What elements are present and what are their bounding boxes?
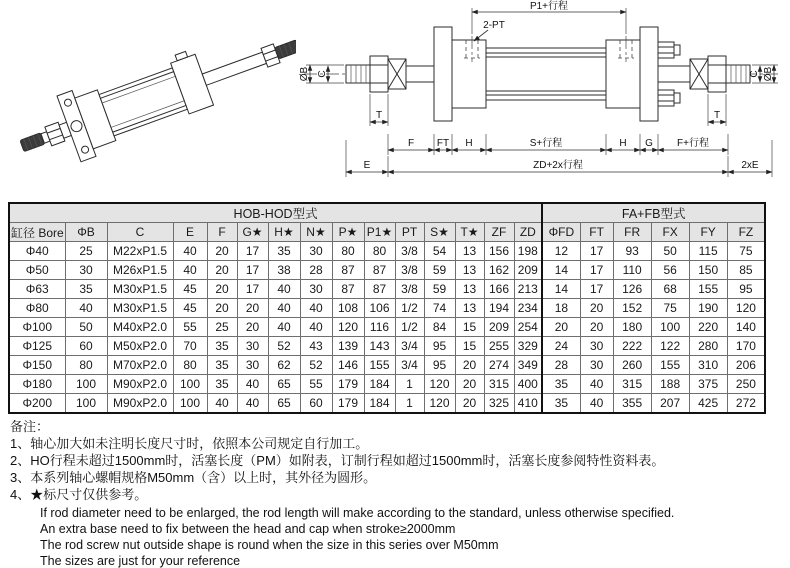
- value-cell: 85: [727, 261, 765, 280]
- tie-rod-stub-bottom: [674, 93, 680, 103]
- value-cell: M26xP1.5: [107, 261, 173, 280]
- value-cell: 255: [484, 337, 514, 356]
- value-cell: 190: [689, 299, 727, 318]
- value-cell: 35: [207, 337, 237, 356]
- bore-cell: Φ200: [9, 394, 65, 413]
- value-cell: 40: [268, 318, 300, 337]
- right-thread: [726, 65, 750, 83]
- col-header-f: F: [207, 223, 237, 242]
- dim-h-left: H: [465, 138, 473, 149]
- value-cell: 80: [173, 356, 207, 375]
- value-cell: 162: [484, 261, 514, 280]
- col-header-zd: ZD: [514, 223, 542, 242]
- value-cell: 272: [727, 394, 765, 413]
- value-cell: 110: [613, 261, 651, 280]
- value-cell: 310: [689, 356, 727, 375]
- group-header-hob-hod: HOB-HOD型式: [9, 203, 542, 223]
- value-cell: 87: [364, 261, 395, 280]
- value-cell: 60: [65, 337, 107, 356]
- table-row: [9, 375, 765, 394]
- value-cell: 143: [364, 337, 395, 356]
- col-header-g: G★: [237, 223, 268, 242]
- value-cell: 40: [237, 394, 268, 413]
- isometric-cylinder-drawing: [8, 4, 296, 196]
- col-header-ft: FT: [580, 223, 613, 242]
- value-cell: 184: [364, 375, 395, 394]
- value-cell: 100: [651, 318, 689, 337]
- tie-rod-nut-bottom: [658, 90, 674, 106]
- col-header-fr: FR: [613, 223, 651, 242]
- iso-rear-rod: [202, 52, 266, 85]
- value-cell: 100: [65, 394, 107, 413]
- value-cell: 13: [455, 242, 484, 261]
- value-cell: 14: [542, 280, 580, 299]
- value-cell: 40: [173, 242, 207, 261]
- col-header-fz: FZ: [727, 223, 765, 242]
- value-cell: M40xP2.0: [107, 318, 173, 337]
- value-cell: 30: [65, 261, 107, 280]
- value-cell: 184: [364, 394, 395, 413]
- spec-table: [8, 202, 766, 414]
- dim-f-stroke: F+行程: [677, 138, 709, 149]
- value-cell: 30: [580, 356, 613, 375]
- note-line-english: An extra base need to fix between the head and cap when stroke≥2000mm: [40, 522, 456, 536]
- value-cell: 20: [455, 394, 484, 413]
- value-cell: 38: [268, 261, 300, 280]
- value-cell: 120: [424, 394, 455, 413]
- value-cell: 166: [484, 280, 514, 299]
- value-cell: 152: [613, 299, 651, 318]
- note-line-chinese: 3、本系列轴心螺帽规格M50mm（含）以上时，其外径为圆形。: [10, 470, 377, 485]
- value-cell: 40: [580, 375, 613, 394]
- value-cell: 30: [300, 242, 332, 261]
- value-cell: 35: [207, 375, 237, 394]
- value-cell: 84: [424, 318, 455, 337]
- value-cell: 3/8: [395, 280, 424, 299]
- value-cell: 155: [651, 356, 689, 375]
- value-cell: 40: [237, 375, 268, 394]
- value-cell: 206: [727, 356, 765, 375]
- dim-2pt: 2-PT: [483, 20, 505, 31]
- value-cell: 20: [237, 299, 268, 318]
- col-header-p1: P1★: [364, 223, 395, 242]
- value-cell: 315: [484, 375, 514, 394]
- value-cell: 12: [542, 242, 580, 261]
- value-cell: 24: [542, 337, 580, 356]
- value-cell: 315: [613, 375, 651, 394]
- value-cell: 14: [542, 261, 580, 280]
- col-header-zf: ZF: [484, 223, 514, 242]
- value-cell: 17: [580, 261, 613, 280]
- value-cell: 40: [300, 299, 332, 318]
- value-cell: 30: [237, 356, 268, 375]
- col-header-h: H★: [268, 223, 300, 242]
- value-cell: 213: [514, 280, 542, 299]
- value-cell: 40: [268, 299, 300, 318]
- value-cell: 20: [207, 299, 237, 318]
- col-header-phib: ΦB: [65, 223, 107, 242]
- value-cell: 65: [268, 394, 300, 413]
- value-cell: 54: [424, 242, 455, 261]
- value-cell: 180: [613, 318, 651, 337]
- value-cell: 188: [651, 375, 689, 394]
- value-cell: 209: [484, 318, 514, 337]
- value-cell: 150: [689, 261, 727, 280]
- value-cell: 75: [651, 299, 689, 318]
- flange-fa: [434, 27, 452, 121]
- value-cell: 80: [65, 356, 107, 375]
- iso-rear-thread: [275, 40, 296, 59]
- value-cell: 108: [332, 299, 364, 318]
- value-cell: 425: [689, 394, 727, 413]
- value-cell: 59: [424, 280, 455, 299]
- value-cell: 87: [332, 280, 364, 299]
- value-cell: 28: [542, 356, 580, 375]
- notes-english: [40, 505, 784, 568]
- value-cell: M90xP2.0: [107, 394, 173, 413]
- value-cell: 20: [580, 318, 613, 337]
- dim-s-stroke: S+行程: [529, 138, 563, 149]
- col-header-bore: 缸径 Bore: [9, 223, 65, 242]
- note-line-english: The rod screw nut outside shape is round when the size in this series over M50mm: [40, 538, 499, 552]
- table-row: [9, 299, 765, 318]
- table-row: [9, 318, 765, 337]
- value-cell: 20: [580, 299, 613, 318]
- cylinder-tube: [486, 48, 606, 100]
- dim-h-right: H: [619, 138, 627, 149]
- value-cell: 20: [207, 261, 237, 280]
- value-cell: 56: [651, 261, 689, 280]
- value-cell: 95: [727, 280, 765, 299]
- dim-ft: FT: [436, 138, 450, 149]
- value-cell: 1: [395, 375, 424, 394]
- value-cell: 93: [613, 242, 651, 261]
- flange-fb: [640, 27, 658, 121]
- value-cell: 52: [268, 337, 300, 356]
- value-cell: 3/8: [395, 261, 424, 280]
- group-header-row: [9, 203, 765, 223]
- value-cell: 35: [65, 280, 107, 299]
- value-cell: 349: [514, 356, 542, 375]
- value-cell: 25: [65, 242, 107, 261]
- iso-cylinder-assembly: [10, 13, 296, 179]
- table-row: [9, 261, 765, 280]
- value-cell: 17: [237, 242, 268, 261]
- value-cell: 179: [332, 394, 364, 413]
- col-header-e: E: [173, 223, 207, 242]
- col-header-s: S★: [424, 223, 455, 242]
- dim-f: F: [407, 138, 415, 149]
- column-header-row: [9, 223, 765, 242]
- note-line-english: If rod diameter need to be enlarged, the rod length will make according to the standard, unless otherwise specified.: [40, 506, 675, 520]
- value-cell: 87: [332, 261, 364, 280]
- value-cell: 40: [300, 318, 332, 337]
- value-cell: 20: [542, 318, 580, 337]
- value-cell: 100: [65, 375, 107, 394]
- dimension-drawing: [298, 0, 786, 196]
- value-cell: 254: [514, 318, 542, 337]
- value-cell: 100: [173, 394, 207, 413]
- value-cell: 155: [689, 280, 727, 299]
- value-cell: 1/2: [395, 299, 424, 318]
- value-cell: 30: [580, 337, 613, 356]
- dim-t-right: T: [713, 110, 721, 121]
- value-cell: 40: [580, 394, 613, 413]
- value-cell: 35: [268, 242, 300, 261]
- value-cell: 20: [207, 242, 237, 261]
- left-head: [452, 40, 486, 108]
- value-cell: 18: [542, 299, 580, 318]
- value-cell: 43: [300, 337, 332, 356]
- value-cell: 106: [364, 299, 395, 318]
- value-cell: 3/4: [395, 356, 424, 375]
- value-cell: M30xP1.5: [107, 299, 173, 318]
- value-cell: 35: [542, 375, 580, 394]
- value-cell: 30: [300, 280, 332, 299]
- value-cell: 17: [580, 242, 613, 261]
- dim-c-right: C: [749, 70, 760, 78]
- value-cell: 13: [455, 261, 484, 280]
- value-cell: 45: [173, 299, 207, 318]
- value-cell: 55: [173, 318, 207, 337]
- right-rod: [658, 66, 690, 82]
- value-cell: 325: [484, 394, 514, 413]
- value-cell: 3/8: [395, 242, 424, 261]
- value-cell: 355: [613, 394, 651, 413]
- bore-cell: Φ180: [9, 375, 65, 394]
- value-cell: 40: [173, 261, 207, 280]
- value-cell: 156: [484, 242, 514, 261]
- note-line-chinese: 2、HO行程未超过1500mm时，活塞长度（PM）如附表，订制行程如超过1500mm时，活塞长度参阅特性资料表。: [10, 453, 665, 468]
- col-header-pt: PT: [395, 223, 424, 242]
- bore-cell: Φ100: [9, 318, 65, 337]
- tie-rod-stub-top: [674, 45, 680, 55]
- value-cell: 400: [514, 375, 542, 394]
- cylinder-side-view: [346, 27, 750, 121]
- value-cell: 260: [613, 356, 651, 375]
- value-cell: 329: [514, 337, 542, 356]
- left-rod: [406, 66, 434, 82]
- value-cell: 40: [65, 299, 107, 318]
- value-cell: 375: [689, 375, 727, 394]
- value-cell: 13: [455, 280, 484, 299]
- dim-e: E: [363, 160, 371, 171]
- value-cell: 155: [364, 356, 395, 375]
- value-cell: M30xP1.5: [107, 280, 173, 299]
- value-cell: 17: [237, 280, 268, 299]
- bore-cell: Φ125: [9, 337, 65, 356]
- value-cell: 74: [424, 299, 455, 318]
- table-row: [9, 280, 765, 299]
- value-cell: 222: [613, 337, 651, 356]
- dim-phib-left: ØB: [299, 66, 310, 82]
- value-cell: M70xP2.0: [107, 356, 173, 375]
- value-cell: 60: [300, 394, 332, 413]
- value-cell: 100: [173, 375, 207, 394]
- right-nut: [708, 56, 726, 92]
- value-cell: 126: [613, 280, 651, 299]
- value-cell: 146: [332, 356, 364, 375]
- value-cell: 30: [237, 337, 268, 356]
- table-row: [9, 337, 765, 356]
- dim-p1-stroke: P1+行程: [529, 1, 569, 12]
- value-cell: 280: [689, 337, 727, 356]
- value-cell: 52: [300, 356, 332, 375]
- value-cell: 410: [514, 394, 542, 413]
- value-cell: 75: [727, 242, 765, 261]
- value-cell: 62: [268, 356, 300, 375]
- bore-cell: Φ63: [9, 280, 65, 299]
- value-cell: 115: [689, 242, 727, 261]
- value-cell: 198: [514, 242, 542, 261]
- value-cell: 50: [651, 242, 689, 261]
- value-cell: 250: [727, 375, 765, 394]
- value-cell: 3/4: [395, 337, 424, 356]
- value-cell: 17: [580, 280, 613, 299]
- dim-2xe: 2xE: [741, 160, 759, 171]
- value-cell: M50xP2.0: [107, 337, 173, 356]
- tie-rod-nut-top: [658, 42, 674, 58]
- notes-chinese: [10, 435, 784, 503]
- col-header-n: N★: [300, 223, 332, 242]
- value-cell: 13: [455, 299, 484, 318]
- value-cell: 17: [237, 261, 268, 280]
- value-cell: 35: [542, 394, 580, 413]
- value-cell: 120: [727, 299, 765, 318]
- dim-zd-stroke: ZD+2x行程: [533, 160, 583, 171]
- col-header-p: P★: [332, 223, 364, 242]
- note-line-chinese: 4、★标尺寸仅供参考。: [10, 487, 148, 502]
- value-cell: 80: [364, 242, 395, 261]
- group-header-fa-fb: FA+FB型式: [542, 203, 765, 223]
- dim-c-left: C: [317, 70, 328, 78]
- col-header-c: C: [107, 223, 173, 242]
- value-cell: 59: [424, 261, 455, 280]
- table-row: [9, 242, 765, 261]
- left-thread: [346, 65, 370, 83]
- notes-section: [10, 418, 784, 568]
- value-cell: 207: [651, 394, 689, 413]
- value-cell: 45: [173, 280, 207, 299]
- value-cell: 40: [207, 394, 237, 413]
- dim-t-left: T: [375, 110, 383, 121]
- col-header-phifd: ΦFD: [542, 223, 580, 242]
- table-row: [9, 394, 765, 413]
- value-cell: 194: [484, 299, 514, 318]
- right-head: [606, 40, 640, 108]
- value-cell: 234: [514, 299, 542, 318]
- value-cell: 120: [424, 375, 455, 394]
- value-cell: 20: [455, 375, 484, 394]
- value-cell: 50: [65, 318, 107, 337]
- value-cell: 55: [300, 375, 332, 394]
- value-cell: 95: [424, 356, 455, 375]
- note-line-chinese: 1、轴心加大如未注明长度尺寸时，依照本公司规定自行加工。: [10, 436, 369, 451]
- dim-g: G: [645, 138, 653, 149]
- value-cell: 35: [207, 356, 237, 375]
- col-header-fx: FX: [651, 223, 689, 242]
- value-cell: 68: [651, 280, 689, 299]
- dim-phib-right: ØB: [763, 66, 774, 82]
- iso-tube: [99, 68, 187, 136]
- value-cell: 95: [424, 337, 455, 356]
- notes-title: 备注：: [10, 419, 50, 434]
- value-cell: 20: [237, 318, 268, 337]
- value-cell: 274: [484, 356, 514, 375]
- value-cell: 140: [727, 318, 765, 337]
- value-cell: 116: [364, 318, 395, 337]
- value-cell: 179: [332, 375, 364, 394]
- value-cell: 40: [268, 280, 300, 299]
- value-cell: 28: [300, 261, 332, 280]
- value-cell: 1/2: [395, 318, 424, 337]
- value-cell: 15: [455, 318, 484, 337]
- value-cell: 120: [332, 318, 364, 337]
- note-line-english: The sizes are just for your reference: [40, 554, 241, 568]
- value-cell: 220: [689, 318, 727, 337]
- bore-cell: Φ80: [9, 299, 65, 318]
- bore-cell: Φ150: [9, 356, 65, 375]
- value-cell: M22xP1.5: [107, 242, 173, 261]
- bore-cell: Φ40: [9, 242, 65, 261]
- bore-cell: Φ50: [9, 261, 65, 280]
- col-header-t: T★: [455, 223, 484, 242]
- value-cell: 87: [364, 280, 395, 299]
- value-cell: 20: [455, 356, 484, 375]
- col-header-fy: FY: [689, 223, 727, 242]
- value-cell: 209: [514, 261, 542, 280]
- value-cell: 15: [455, 337, 484, 356]
- spec-table-body: [9, 242, 765, 413]
- value-cell: 122: [651, 337, 689, 356]
- value-cell: 139: [332, 337, 364, 356]
- value-cell: 1: [395, 394, 424, 413]
- value-cell: 65: [268, 375, 300, 394]
- table-row: [9, 356, 765, 375]
- value-cell: 170: [727, 337, 765, 356]
- value-cell: 80: [332, 242, 364, 261]
- left-nut: [370, 56, 388, 92]
- value-cell: 20: [207, 280, 237, 299]
- value-cell: 25: [207, 318, 237, 337]
- value-cell: M90xP2.0: [107, 375, 173, 394]
- value-cell: 70: [173, 337, 207, 356]
